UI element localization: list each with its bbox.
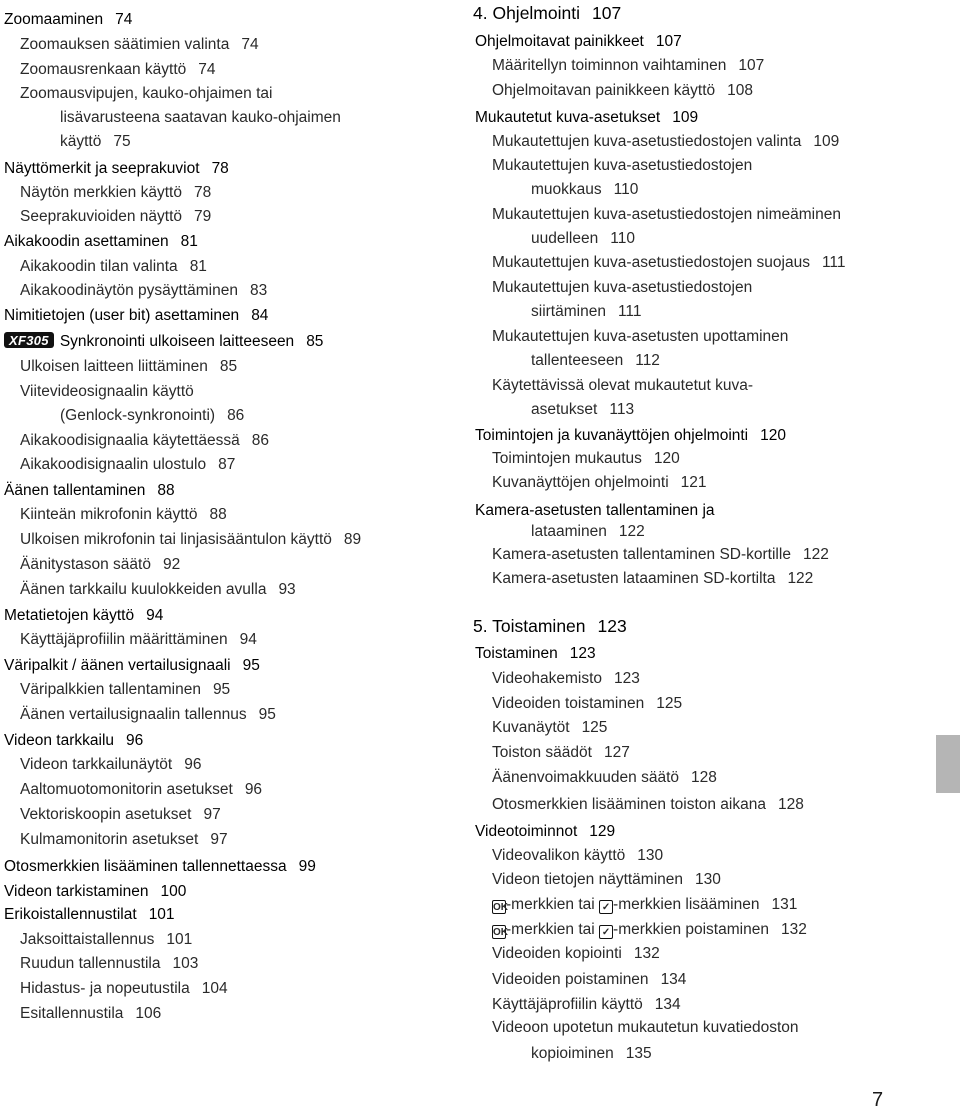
entry-page-number: 125 bbox=[656, 695, 683, 712]
ok-mark-icon: OK bbox=[493, 927, 508, 938]
entry-title: Zoomauksen säätimien valinta bbox=[20, 36, 230, 53]
entry-title: Esitallennustila bbox=[20, 1005, 124, 1022]
toc-section-entry[interactable] bbox=[4, 604, 163, 628]
entry-title: Kamera-asetusten tallentaminen ja bbox=[475, 502, 715, 519]
toc-subsection-entry[interactable] bbox=[20, 628, 257, 652]
entry-title: Synkronointi ulkoiseen laitteeseen bbox=[59, 333, 295, 350]
toc-subsection-entry[interactable] bbox=[20, 778, 262, 802]
toc-subsection-entry[interactable] bbox=[492, 793, 804, 817]
toc-subsection-entry[interactable] bbox=[20, 181, 211, 205]
entry-title: uudelleen bbox=[531, 230, 599, 247]
entry-page-number: 78 bbox=[211, 160, 229, 177]
entry-page-number: 95 bbox=[258, 706, 276, 723]
entry-title: muokkaus bbox=[531, 181, 602, 198]
toc-subsection-entry[interactable] bbox=[492, 374, 753, 398]
entry-title-tail: -merkkien poistaminen bbox=[613, 921, 769, 938]
toc-subsection-entry[interactable] bbox=[492, 844, 663, 868]
toc-subsection-entry[interactable] bbox=[492, 567, 813, 591]
toc-subsection-entry[interactable] bbox=[492, 130, 839, 154]
toc-subsection-entry[interactable] bbox=[20, 58, 216, 82]
toc-subsection-entry[interactable] bbox=[492, 447, 680, 471]
toc-section-entry[interactable] bbox=[4, 230, 198, 254]
toc-subsection-entry[interactable] bbox=[492, 54, 764, 78]
toc-subsection-entry[interactable] bbox=[20, 678, 230, 702]
entry-page-number: 121 bbox=[680, 474, 707, 491]
toc-subsection-entry[interactable] bbox=[492, 942, 660, 966]
entry-title: Äänen vertailusignaalin tallennus bbox=[20, 706, 247, 723]
entry-title: Väripalkit / äänen vertailusignaali bbox=[4, 657, 231, 674]
entry-title: Mukautettujen kuva-asetustiedostojen bbox=[492, 279, 753, 296]
entry-title: Videon tarkistaminen bbox=[4, 883, 149, 900]
toc-subsection-entry[interactable] bbox=[20, 33, 259, 57]
toc-subsection-entry[interactable] bbox=[531, 520, 645, 544]
toc-subsection-entry[interactable] bbox=[492, 692, 682, 716]
toc-subsection-entry[interactable] bbox=[492, 203, 841, 227]
toc-subsection-entry[interactable] bbox=[60, 106, 341, 130]
entry-title: Aikakoodin asettaminen bbox=[4, 233, 169, 250]
entry-title: Käyttäjäprofiilin määrittäminen bbox=[20, 631, 228, 648]
entry-page-number: 96 bbox=[126, 732, 144, 749]
entry-title: Toiston säädöt bbox=[492, 744, 592, 761]
toc-subsection-entry[interactable] bbox=[531, 398, 634, 422]
entry-title: 4. Ohjelmointi bbox=[473, 3, 580, 23]
entry-title: Kuvanäytöt bbox=[492, 719, 570, 736]
toc-section-entry[interactable] bbox=[4, 654, 260, 678]
entry-title: Videohakemisto bbox=[492, 670, 603, 687]
toc-section-entry[interactable] bbox=[4, 330, 323, 354]
entry-page-number: 95 bbox=[242, 657, 260, 674]
entry-title: 5. Toistaminen bbox=[473, 616, 586, 636]
toc-subsection-entry[interactable] bbox=[20, 952, 198, 976]
toc-subsection-entry[interactable] bbox=[20, 703, 276, 727]
entry-page-number: 74 bbox=[115, 11, 133, 28]
entry-title: käyttö bbox=[60, 133, 102, 150]
toc-subsection-entry[interactable] bbox=[20, 453, 235, 477]
toc-subsection-entry[interactable] bbox=[492, 471, 707, 495]
entry-title: Kuvanäyttöjen ohjelmointi bbox=[492, 474, 669, 491]
toc-subsection-entry[interactable] bbox=[531, 300, 642, 324]
entry-page-number: 129 bbox=[589, 823, 616, 840]
entry-page-number: 109 bbox=[813, 133, 840, 150]
entry-title: Ruudun tallennustila bbox=[20, 955, 161, 972]
toc-subsection-entry[interactable] bbox=[492, 766, 717, 790]
entry-title: Väripalkkien tallentaminen bbox=[20, 681, 201, 698]
entry-page-number: 134 bbox=[654, 996, 681, 1013]
toc-subsection-entry[interactable] bbox=[492, 667, 640, 691]
entry-title: Videon tarkkailunäytöt bbox=[20, 756, 173, 773]
entry-page-number: 128 bbox=[691, 769, 717, 786]
page-number: 7 bbox=[872, 1089, 884, 1111]
entry-page-number: 83 bbox=[250, 282, 268, 299]
entry-page-number: 99 bbox=[298, 858, 316, 875]
toc-subsection-entry[interactable] bbox=[492, 993, 681, 1017]
entry-title: Mukautettujen kuva-asetustiedostojen valinta bbox=[492, 133, 802, 150]
entry-title: Zoomaaminen bbox=[4, 11, 104, 28]
toc-subsection-entry[interactable] bbox=[20, 380, 194, 404]
entry-page-number: 95 bbox=[212, 681, 231, 698]
toc-section-entry[interactable] bbox=[475, 820, 615, 844]
entry-page-number: 120 bbox=[760, 427, 787, 444]
entry-title: Ulkoisen laitteen liittäminen bbox=[20, 358, 208, 375]
entry-page-number: 122 bbox=[618, 523, 645, 540]
toc-subsection-entry[interactable] bbox=[20, 82, 272, 106]
entry-page-number: 104 bbox=[201, 980, 228, 997]
entry-title: Videoiden poistaminen bbox=[492, 971, 649, 988]
check-mark-icon: ✓ bbox=[599, 900, 613, 914]
entry-title: Kiinteän mikrofonin käyttö bbox=[20, 506, 198, 523]
entry-title: Äänen tallentaminen bbox=[4, 482, 146, 499]
entry-title: Ohjelmoitavan painikkeen käyttö bbox=[492, 82, 716, 99]
entry-title: asetukset bbox=[531, 401, 598, 418]
entry-page-number: 110 bbox=[613, 181, 639, 198]
entry-title: -merkkien tai bbox=[506, 921, 595, 938]
entry-title: Kamera-asetusten tallentaminen SD-kortille bbox=[492, 546, 791, 563]
entry-title: Aaltomuotomonitorin asetukset bbox=[20, 781, 233, 798]
toc-subsection-entry[interactable] bbox=[20, 279, 267, 303]
entry-page-number: 78 bbox=[193, 184, 212, 201]
entry-title: Näytön merkkien käyttö bbox=[20, 184, 182, 201]
toc-subsection-entry[interactable] bbox=[20, 553, 180, 577]
entry-page-number: 111 bbox=[617, 303, 642, 320]
entry-page-number: 112 bbox=[635, 352, 660, 369]
toc-subsection-entry[interactable] bbox=[60, 404, 244, 428]
entry-title: Käytettävissä olevat mukautetut kuva- bbox=[492, 377, 754, 394]
toc-subsection-entry[interactable] bbox=[20, 1002, 161, 1026]
entry-page-number: 107 bbox=[592, 3, 622, 23]
entry-title: kopioiminen bbox=[531, 1045, 614, 1062]
toc-section-entry[interactable] bbox=[4, 855, 316, 879]
entry-title: Äänen tarkkailu kuulokkeiden avulla bbox=[20, 581, 267, 598]
toc-subsection-entry[interactable] bbox=[492, 918, 807, 942]
toc-subsection-entry[interactable] bbox=[492, 543, 829, 567]
toc-subsection-entry[interactable] bbox=[531, 1042, 652, 1066]
entry-title: Ohjelmoitavat painikkeet bbox=[475, 33, 644, 50]
toc-subsection-entry[interactable] bbox=[492, 893, 797, 917]
check-mark-icon: ✓ bbox=[599, 925, 613, 939]
entry-page-number: 89 bbox=[343, 531, 362, 548]
toc-subsection-entry[interactable] bbox=[492, 868, 721, 892]
toc-subsection-entry[interactable] bbox=[20, 429, 269, 453]
entry-title: Mukautettujen kuva-asetustiedostojen nimeäminen bbox=[492, 206, 841, 223]
entry-title: Videon tietojen näyttäminen bbox=[492, 871, 684, 888]
toc-section-entry[interactable] bbox=[475, 642, 596, 666]
entry-title: Toimintojen ja kuvanäyttöjen ohjelmointi bbox=[475, 427, 749, 444]
entry-title: Nimitietojen (user bit) asettaminen bbox=[4, 307, 240, 324]
entry-title: lisävarusteena saatavan kauko-ohjaimen bbox=[60, 109, 341, 126]
entry-page-number: 125 bbox=[581, 719, 608, 736]
entry-page-number: 110 bbox=[610, 230, 635, 247]
toc-subsection-entry[interactable] bbox=[492, 1016, 799, 1040]
entry-page-number: 88 bbox=[209, 506, 227, 523]
toc-subsection-entry[interactable] bbox=[492, 251, 846, 275]
toc-subsection-entry[interactable] bbox=[492, 741, 630, 765]
entry-page-number: 109 bbox=[672, 109, 699, 126]
toc-section-entry[interactable] bbox=[475, 424, 786, 448]
entry-title: Kamera-asetusten lataaminen SD-kortilta bbox=[492, 570, 776, 587]
toc-section-entry[interactable] bbox=[4, 903, 175, 927]
entry-page-number: 132 bbox=[780, 921, 807, 938]
entry-page-number: 93 bbox=[278, 581, 296, 598]
toc-subsection-entry[interactable] bbox=[60, 130, 131, 154]
entry-title: Äänenvoimakkuuden säätö bbox=[492, 769, 679, 786]
toc-subsection-entry[interactable] bbox=[20, 753, 201, 777]
entry-page-number: 111 bbox=[821, 254, 846, 271]
entry-title: -merkkien tai bbox=[506, 896, 595, 913]
entry-title: siirtäminen bbox=[531, 303, 606, 320]
toc-subsection-entry[interactable] bbox=[20, 977, 228, 1001]
entry-title: Hidastus- ja nopeutustila bbox=[20, 980, 190, 997]
entry-title: Äänitystason säätö bbox=[20, 556, 151, 573]
entry-title: (Genlock-synkronointi) bbox=[60, 407, 216, 424]
toc-section-entry[interactable] bbox=[4, 157, 229, 181]
toc-subsection-entry[interactable] bbox=[492, 79, 753, 103]
entry-page-number: 122 bbox=[787, 570, 814, 587]
entry-title: Metatietojen käyttö bbox=[4, 607, 135, 624]
chapter-heading[interactable] bbox=[473, 1, 621, 25]
entry-page-number: 84 bbox=[251, 307, 269, 324]
entry-title: Vektoriskoopin asetukset bbox=[20, 806, 192, 823]
entry-page-number: 131 bbox=[771, 896, 798, 913]
entry-page-number: 85 bbox=[306, 333, 324, 350]
entry-page-number: 81 bbox=[189, 258, 207, 275]
entry-title: Käyttäjäprofiilin käyttö bbox=[492, 996, 643, 1013]
entry-title: Zoomausrenkaan käyttö bbox=[20, 61, 187, 78]
entry-title: Videoiden kopiointi bbox=[492, 945, 622, 962]
entry-page-number: 135 bbox=[625, 1045, 652, 1062]
entry-title: Aikakoodin tilan valinta bbox=[20, 258, 178, 275]
ok-mark-icon: OK bbox=[493, 902, 508, 913]
entry-page-number: 86 bbox=[251, 432, 269, 449]
entry-title: Mukautettujen kuva-asetusten upottaminen bbox=[492, 328, 789, 345]
toc-section-entry[interactable] bbox=[475, 106, 698, 130]
entry-page-number: 74 bbox=[198, 61, 216, 78]
entry-page-number: 107 bbox=[655, 33, 682, 50]
toc-subsection-entry[interactable] bbox=[20, 528, 361, 552]
entry-title: Aikakoodisignaalia käytettäessä bbox=[20, 432, 240, 449]
entry-title: Videoiden toistaminen bbox=[492, 695, 645, 712]
entry-title: Aikakoodisignaalin ulostulo bbox=[20, 456, 207, 473]
entry-title-tail: -merkkien lisääminen bbox=[613, 896, 760, 913]
entry-title: Aikakoodinäytön pysäyttäminen bbox=[20, 282, 238, 299]
entry-page-number: 106 bbox=[135, 1005, 162, 1022]
entry-title: Mukautettujen kuva-asetustiedostojen bbox=[492, 157, 753, 174]
toc-subsection-entry[interactable] bbox=[20, 255, 207, 279]
entry-title: Videon tarkkailu bbox=[4, 732, 115, 749]
chapter-side-tab bbox=[936, 735, 960, 793]
entry-page-number: 113 bbox=[609, 401, 635, 418]
entry-title: Jaksoittaistallennus bbox=[20, 931, 155, 948]
entry-page-number: 101 bbox=[166, 931, 193, 948]
entry-title: Otosmerkkien lisääminen tallennettaessa bbox=[4, 858, 287, 875]
entry-page-number: 87 bbox=[218, 456, 236, 473]
entry-page-number: 96 bbox=[244, 781, 263, 798]
toc-subsection-entry[interactable] bbox=[492, 325, 788, 349]
toc-subsection-entry[interactable] bbox=[492, 968, 686, 992]
toc-subsection-entry[interactable] bbox=[531, 178, 638, 202]
entry-title: Viitevideosignaalin käyttö bbox=[20, 383, 194, 400]
entry-page-number: 132 bbox=[633, 945, 660, 962]
entry-page-number: 103 bbox=[172, 955, 199, 972]
entry-page-number: 120 bbox=[653, 450, 680, 467]
toc-subsection-entry[interactable] bbox=[531, 349, 660, 373]
entry-page-number: 94 bbox=[146, 607, 164, 624]
entry-page-number: 108 bbox=[727, 82, 754, 99]
toc-subsection-entry[interactable] bbox=[20, 803, 221, 827]
toc-section-entry[interactable] bbox=[4, 479, 175, 503]
chapter-heading[interactable] bbox=[473, 614, 627, 638]
entry-title: Mukautettujen kuva-asetustiedostojen suojaus bbox=[492, 254, 810, 271]
toc-subsection-entry[interactable] bbox=[20, 355, 237, 379]
entry-title: Videovalikon käyttö bbox=[492, 847, 626, 864]
entry-title: Määritellyn toiminnon vaihtaminen bbox=[492, 57, 727, 74]
entry-page-number: 96 bbox=[184, 756, 202, 773]
entry-page-number: 107 bbox=[738, 57, 765, 74]
entry-page-number: 122 bbox=[802, 546, 829, 563]
entry-title: Kulmamonitorin asetukset bbox=[20, 831, 199, 848]
toc-subsection-entry[interactable] bbox=[20, 205, 211, 229]
entry-page-number: 97 bbox=[203, 806, 221, 823]
toc-section-entry[interactable] bbox=[4, 880, 186, 904]
entry-title: Toimintojen mukautus bbox=[492, 450, 642, 467]
entry-page-number: 130 bbox=[695, 871, 721, 888]
toc-subsection-entry[interactable] bbox=[20, 928, 192, 952]
toc-section-entry[interactable] bbox=[4, 304, 268, 328]
toc-subsection-entry[interactable] bbox=[20, 578, 296, 602]
entry-title: Toistaminen bbox=[475, 645, 558, 662]
entry-page-number: 123 bbox=[569, 645, 596, 662]
entry-page-number: 88 bbox=[157, 482, 175, 499]
entry-page-number: 101 bbox=[148, 906, 175, 923]
entry-title: lataaminen bbox=[531, 523, 607, 540]
toc-section-entry[interactable] bbox=[4, 729, 143, 753]
toc-subsection-entry[interactable] bbox=[492, 154, 752, 178]
entry-page-number: 86 bbox=[227, 407, 245, 424]
toc-section-entry[interactable] bbox=[4, 8, 132, 32]
entry-title: tallenteeseen bbox=[531, 352, 624, 369]
entry-page-number: 134 bbox=[660, 971, 687, 988]
entry-page-number: 74 bbox=[241, 36, 259, 53]
toc-subsection-entry[interactable] bbox=[531, 227, 635, 251]
model-badge: XF305 bbox=[4, 332, 54, 348]
toc-subsection-entry[interactable] bbox=[20, 503, 227, 527]
entry-title: Otosmerkkien lisääminen toiston aikana bbox=[492, 796, 766, 813]
entry-page-number: 100 bbox=[160, 883, 187, 900]
entry-page-number: 85 bbox=[219, 358, 238, 375]
toc-subsection-entry[interactable] bbox=[20, 828, 228, 852]
entry-title: Mukautetut kuva-asetukset bbox=[475, 109, 661, 126]
entry-page-number: 79 bbox=[194, 208, 212, 225]
entry-page-number: 128 bbox=[777, 796, 804, 813]
entry-page-number: 94 bbox=[239, 631, 257, 648]
toc-section-entry[interactable] bbox=[475, 30, 682, 54]
toc-subsection-entry[interactable] bbox=[492, 276, 752, 300]
entry-title: Ulkoisen mikrofonin tai linjasisääntulon käyttö bbox=[20, 531, 332, 548]
entry-title: Erikoistallennustilat bbox=[4, 906, 137, 923]
entry-page-number: 123 bbox=[597, 616, 627, 636]
entry-title: Videoon upotetun mukautetun kuvatiedoston bbox=[492, 1019, 799, 1036]
entry-page-number: 97 bbox=[210, 831, 228, 848]
entry-page-number: 81 bbox=[180, 233, 198, 250]
entry-page-number: 75 bbox=[113, 133, 131, 150]
entry-page-number: 127 bbox=[603, 744, 630, 761]
entry-page-number: 92 bbox=[162, 556, 181, 573]
entry-page-number: 130 bbox=[637, 847, 664, 864]
toc-subsection-entry[interactable] bbox=[492, 716, 607, 740]
entry-title: Näyttömerkit ja seeprakuviot bbox=[4, 160, 200, 177]
entry-title: Videotoiminnot bbox=[475, 823, 578, 840]
entry-title: Zoomausvipujen, kauko-ohjaimen tai bbox=[20, 85, 273, 102]
entry-title: Seeprakuvioiden näyttö bbox=[20, 208, 183, 225]
entry-page-number: 123 bbox=[614, 670, 640, 687]
